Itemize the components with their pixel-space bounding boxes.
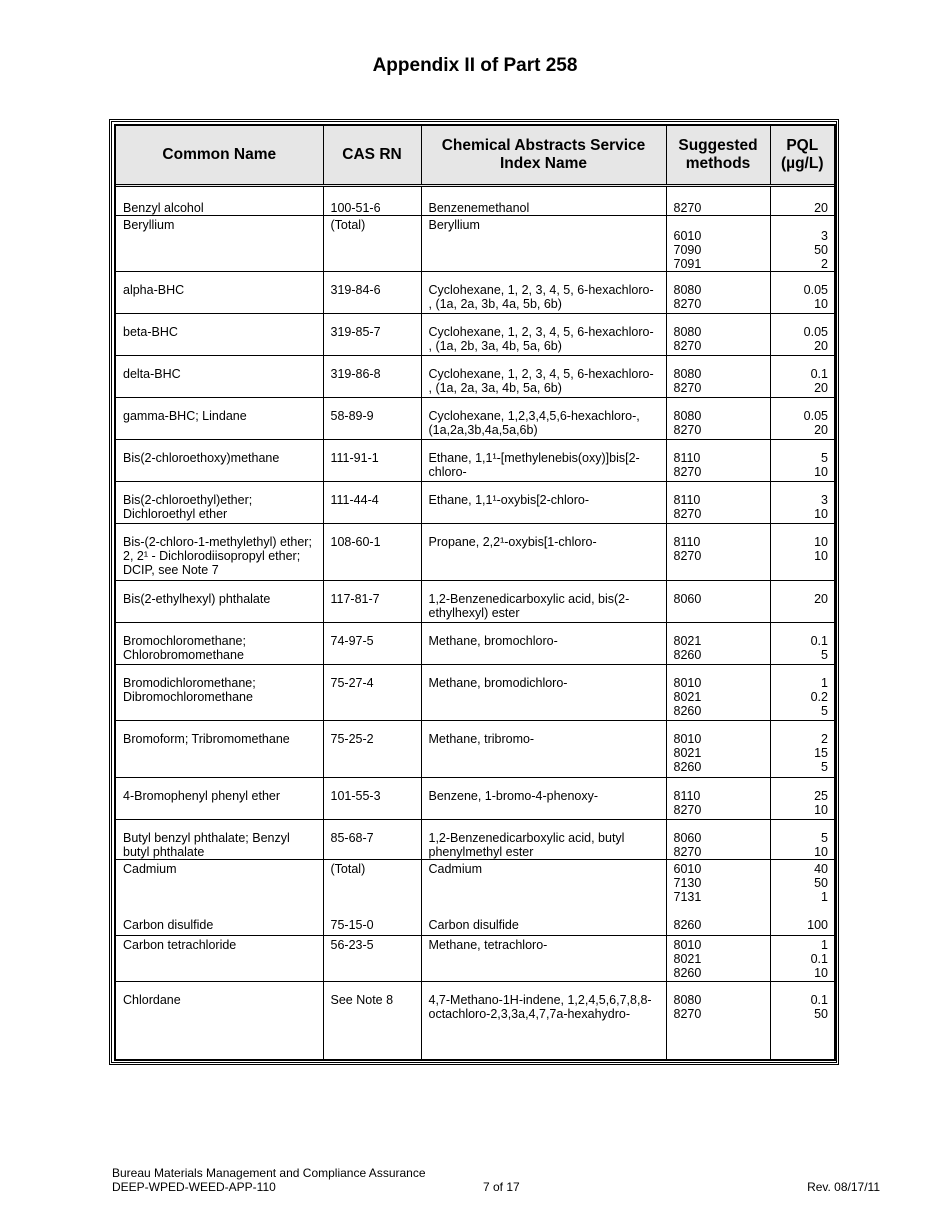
pql-cell: 3 10 <box>770 482 834 524</box>
pql-cell: 5 10 <box>770 440 834 482</box>
cas-rn-cell: 85-68-7 <box>323 820 421 860</box>
common-name-cell: gamma-BHC; Lindane <box>116 398 323 440</box>
pql-cell: 0.05 10 <box>770 272 834 314</box>
cas-rn-cell: 100-51-6 <box>323 186 421 216</box>
table-row <box>116 440 834 482</box>
methods-cell: 8110 8270 <box>666 524 770 581</box>
methods-cell: 6010 7130 7131 <box>666 860 770 912</box>
header-pql: PQL (µg/L) <box>770 126 834 186</box>
table-row <box>116 524 834 581</box>
table-row <box>116 356 834 398</box>
common-name-cell: Bis(2-chloroethoxy)methane <box>116 440 323 482</box>
common-name-cell: Bis(2-ethylhexyl) phthalate <box>116 581 323 623</box>
methods-cell: 8110 8270 <box>666 482 770 524</box>
cas-rn-cell: 56-23-5 <box>323 936 421 982</box>
index-name-cell: Propane, 2,2¹-oxybis[1-chloro- <box>421 524 666 581</box>
methods-cell: 8010 8021 8260 <box>666 665 770 721</box>
index-name-cell: 1,2-Benzenedicarboxylic acid, butyl phenylmethyl ester <box>421 820 666 860</box>
header-common-name: Common Name <box>116 126 323 186</box>
cas-rn-cell: 111-91-1 <box>323 440 421 482</box>
index-name-cell: Cyclohexane, 1,2,3,4,5,6-hexachloro-, (1a,2a,3b,4a,5a,6b) <box>421 398 666 440</box>
header-row <box>116 126 834 186</box>
common-name-cell: delta-BHC <box>116 356 323 398</box>
cas-rn-cell: 75-15-0 <box>323 912 421 936</box>
common-name-cell: alpha-BHC <box>116 272 323 314</box>
index-name-cell: Cadmium <box>421 860 666 912</box>
index-name-cell: Cyclohexane, 1, 2, 3, 4, 5, 6-hexachloro- , (1a, 2a, 3a, 4b, 5a, 6b) <box>421 356 666 398</box>
cas-rn-cell: 319-86-8 <box>323 356 421 398</box>
table-row <box>116 820 834 860</box>
cas-rn-cell: 108-60-1 <box>323 524 421 581</box>
cas-rn-cell: 319-84-6 <box>323 272 421 314</box>
table-body <box>116 186 834 1060</box>
table-row <box>116 860 834 912</box>
table-row <box>116 982 834 1060</box>
table-frame <box>114 124 836 1061</box>
pql-cell: 0.1 5 <box>770 623 834 665</box>
index-name-cell: Cyclohexane, 1, 2, 3, 4, 5, 6-hexachloro- , (1a, 2a, 3b, 4a, 5b, 6b) <box>421 272 666 314</box>
methods-cell: 8021 8260 <box>666 623 770 665</box>
pql-cell: 20 <box>770 186 834 216</box>
pql-cell: 100 <box>770 912 834 936</box>
common-name-cell: Bis(2-chloroethyl)ether; Dichloroethyl ether <box>116 482 323 524</box>
common-name-cell: Carbon tetrachloride <box>116 936 323 982</box>
table-row <box>116 581 834 623</box>
table-row <box>116 482 834 524</box>
common-name-cell: Carbon disulfide <box>123 917 214 932</box>
methods-cell: 8010 8021 8260 <box>666 721 770 778</box>
pql-cell: 0.05 20 <box>770 398 834 440</box>
cas-rn-cell: (Total) <box>323 216 421 272</box>
pql-cell: 40 50 1 <box>770 860 834 912</box>
index-name-cell: 4,7-Methano-1H-indene, 1,2,4,5,6,7,8,8- octachloro-2,3,3a,4,7,7a-hexahydro- <box>421 982 666 1060</box>
cas-rn-cell: 111-44-4 <box>323 482 421 524</box>
footer-doc-id: DEEP-WPED-WEED-APP-110 <box>112 1180 276 1194</box>
pql-cell: 2 15 5 <box>770 721 834 778</box>
table-row <box>116 936 834 982</box>
cas-rn-cell: See Note 8 <box>323 982 421 1060</box>
header-suggested-methods: Suggested methods <box>666 126 770 186</box>
common-name-cell: 4-Bromophenyl phenyl ether <box>116 778 323 820</box>
methods-cell: 8080 8270 <box>666 356 770 398</box>
pql-cell: 5 10 <box>770 820 834 860</box>
table-row <box>116 186 834 216</box>
table-row <box>116 314 834 356</box>
pql-cell: 1 0.1 10 <box>770 936 834 982</box>
table-row <box>116 912 834 936</box>
methods-cell: 8060 8270 <box>666 820 770 860</box>
cas-rn-cell: 58-89-9 <box>323 398 421 440</box>
methods-cell: 8080 8270 <box>666 982 770 1060</box>
pql-cell: 10 10 <box>770 524 834 581</box>
index-name-cell: Methane, tetrachloro- <box>421 936 666 982</box>
table-row <box>116 272 834 314</box>
common-name-cell: beta-BHC <box>116 314 323 356</box>
index-name-cell: Beryllium <box>421 216 666 272</box>
common-name-cell: Cadmium <box>116 860 323 912</box>
index-name-cell: 1,2-Benzenedicarboxylic acid, bis(2- ethylhexyl) ester <box>421 581 666 623</box>
index-name-cell: Ethane, 1,1¹-[methylenebis(oxy)]bis[2- chloro- <box>421 440 666 482</box>
index-name-cell: Methane, tribromo- <box>421 721 666 778</box>
index-name-cell: Ethane, 1,1¹-oxybis[2-chloro- <box>421 482 666 524</box>
cas-rn-cell: 117-81-7 <box>323 581 421 623</box>
methods-cell: 6010 7090 7091 <box>666 216 770 272</box>
header-cas-rn: CAS RN <box>323 126 421 186</box>
table-row <box>116 623 834 665</box>
table-row <box>116 398 834 440</box>
pql-cell: 0.05 20 <box>770 314 834 356</box>
cas-rn-cell: 75-27-4 <box>323 665 421 721</box>
footer-revision: Rev. 08/17/11 <box>807 1180 880 1194</box>
methods-cell: 8080 8270 <box>666 314 770 356</box>
methods-cell: 8010 8021 8260 <box>666 936 770 982</box>
pql-cell: 3 50 2 <box>770 216 834 272</box>
common-name-cell: Beryllium <box>116 216 323 272</box>
methods-cell: 8080 8270 <box>666 272 770 314</box>
methods-cell: 8270 <box>666 186 770 216</box>
index-name-cell: Benzenemethanol <box>421 186 666 216</box>
header-index-name: Chemical Abstracts Service Index Name <box>421 126 666 186</box>
table-row <box>116 216 834 272</box>
footer-org: Bureau Materials Management and Compliance Assurance <box>112 1166 426 1180</box>
common-name-cell: Butyl benzyl phthalate; Benzyl butyl phthalate <box>116 820 323 860</box>
methods-cell: 8110 8270 <box>666 440 770 482</box>
index-name-cell: Methane, bromodichloro- <box>421 665 666 721</box>
cas-rn-cell: 75-25-2 <box>323 721 421 778</box>
index-name-cell: Benzene, 1-bromo-4-phenoxy- <box>421 778 666 820</box>
methods-cell: 8110 8270 <box>666 778 770 820</box>
pql-cell: 1 0.2 5 <box>770 665 834 721</box>
common-name-cell: Bromochloromethane; Chlorobromomethane <box>116 623 323 665</box>
common-name-cell: Bis-(2-chloro-1-methylethyl) ether; 2, 2¹ - Dichlorodiisopropyl ether; DCIP, see Note 7 <box>116 524 323 581</box>
cas-rn-cell: (Total) <box>323 860 421 912</box>
common-name-cell: Chlordane <box>116 982 323 1060</box>
page-title: Appendix II of Part 258 <box>372 55 578 76</box>
constituents-table <box>116 126 834 1060</box>
cas-rn-cell: 101-55-3 <box>323 778 421 820</box>
index-name-cell: Carbon disulfide <box>421 912 666 936</box>
pql-cell: 0.1 20 <box>770 356 834 398</box>
footer-left <box>112 1166 426 1194</box>
methods-cell: 8080 8270 <box>666 398 770 440</box>
index-name-cell: Methane, bromochloro- <box>421 623 666 665</box>
cas-rn-cell: 74-97-5 <box>323 623 421 665</box>
common-name-cell: Bromodichloromethane; Dibromochloromethane <box>116 665 323 721</box>
table-row <box>116 778 834 820</box>
cas-rn-cell: 319-85-7 <box>323 314 421 356</box>
methods-cell: 8260 <box>666 912 770 936</box>
table-row <box>116 721 834 778</box>
pql-cell: 20 <box>770 581 834 623</box>
pql-cell: 0.1 50 <box>770 982 834 1060</box>
common-name-cell: Bromoform; Tribromomethane <box>116 721 323 778</box>
table-row <box>116 665 834 721</box>
index-name-cell: Cyclohexane, 1, 2, 3, 4, 5, 6-hexachloro- , (1a, 2b, 3a, 4b, 5a, 6b) <box>421 314 666 356</box>
methods-cell: 8060 <box>666 581 770 623</box>
common-name-cell: Benzyl alcohol <box>123 201 204 215</box>
pql-cell: 25 10 <box>770 778 834 820</box>
footer-page-number: 7 of 17 <box>483 1180 520 1194</box>
